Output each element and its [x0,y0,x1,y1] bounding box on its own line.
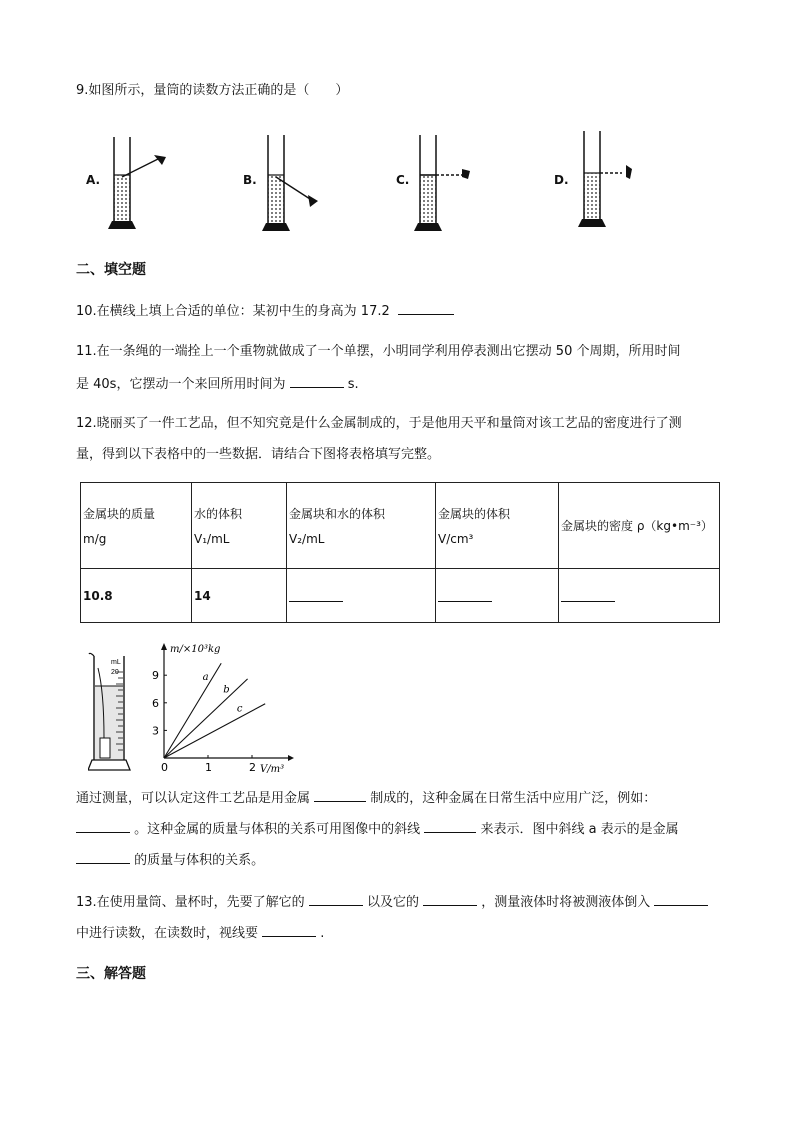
header-mass [81,483,192,569]
y-tick-label: 3 [152,724,159,738]
q12-line1: 12.晓丽买了一件工艺品，但不知究竟是什么金属制成的，于是他用天平和量筒对该工艺品的密度进行了测 [76,416,682,431]
q9-option-c-label: C. [396,173,410,187]
q12-after3: 的质量与体积的关系。 [134,853,265,868]
q11-line1: 11.在一条绳的一端拴上一个重物就做成了一个单摆，小明同学利用停表测出它摆动 50 个周期，所用时间 [76,344,681,359]
section-3-title: 三、解答题 [76,966,146,982]
blank-range[interactable] [309,891,363,906]
header-total-volume [287,483,436,569]
series-line-a [164,663,221,758]
y-tick-label: 9 [152,669,159,683]
q11-line2 [76,373,359,395]
cell-mass: 10.8 [81,569,192,623]
q9-option-c-figure [410,131,482,235]
q13-d: 中进行读数，在读数时，视线要 [76,926,259,941]
header-mass-title: 金属块的质量 [83,507,156,521]
header-water-unit: V₁/mL [194,532,230,546]
q13-line1 [76,891,708,913]
q12-after2-a: 。这种金属的质量与体积的关系可用图像中的斜线 [134,822,421,837]
cylinder-unit-label: mL [111,659,121,666]
header-metal-volume [436,483,559,569]
q12-cylinder-figure [88,652,138,776]
x-tick-label: 1 [205,761,212,774]
cylinder-scale-label: 20 [111,669,119,676]
header-total-unit: V₂/mL [289,532,325,546]
q12-after-line2 [76,818,679,840]
series-label-b: b [223,684,230,696]
header-metal-volume-title: 金属块的体积 [438,507,511,521]
header-mass-unit: m/g [83,532,107,546]
blank-division[interactable] [423,891,477,906]
q9-option-b-label: B. [243,173,257,187]
x-tick-label: 2 [249,761,256,774]
header-metal-volume-unit: V/cm³ [438,532,474,546]
q12-after2-b: 来表示．图中斜线 a 表示的是金属 [480,822,679,837]
q12-mass-volume-chart [148,640,298,780]
header-density [559,483,720,569]
header-total-title: 金属块和水的体积 [289,507,386,521]
q9-option-d-label: D. [554,173,569,187]
blank-eye-level[interactable] [262,922,316,937]
y-tick-label: 6 [152,696,159,710]
series-line-b [164,679,248,758]
q12-after-line1 [76,787,656,809]
blank-total-volume[interactable] [289,587,343,602]
q9-option-d-figure [574,127,646,231]
q12-data-table [80,482,720,623]
q9-option-b-figure [258,131,330,235]
cell-density [559,569,720,623]
q9-stem: 9.如图所示，量筒的读数方法正确的是（ ） [76,83,349,98]
q12-after1-b: 制成的，这种金属在日常生活中应用广泛，例如： [370,791,657,806]
header-water-title: 水的体积 [194,507,243,521]
q10-blank[interactable] [398,300,454,315]
blank-metal-volume[interactable] [438,587,492,602]
q10-text: 10.在横线上填上合适的单位：某初中生的身高为 17.2 [76,304,390,319]
cell-total-volume [287,569,436,623]
blank-example-use[interactable] [76,818,130,833]
blank-density[interactable] [561,587,615,602]
section-2-title: 二、填空题 [76,262,146,278]
cell-metal-volume [436,569,559,623]
q12-line2: 量，得到以下表格中的一些数据．请结合下图将表格填写完整。 [76,447,441,462]
q11-blank[interactable] [290,373,344,388]
q10 [76,300,454,322]
q12-after-line3 [76,849,264,871]
blank-line-letter[interactable] [424,818,476,833]
q13-e: . [320,926,325,941]
q13-a: 13.在使用量筒、量杯时，先要了解它的 [76,895,305,910]
x-tick-label: 0 [161,761,168,774]
q13-b: 以及它的 [366,895,419,910]
q9-option-a-label: A. [86,173,101,187]
blank-metal-a[interactable] [76,849,130,864]
cell-water-volume: 14 [192,569,287,623]
series-line-c [164,704,265,758]
q11-text: 是 40s，它摆动一个来回所用时间为 [76,377,286,392]
q11-unit: s. [347,377,359,392]
header-density-title: 金属块的密度 ρ（kg•m⁻³） [561,519,713,533]
q13-c: ，测量液体时将被测液体倒入 [481,895,651,910]
header-water-volume [192,483,287,569]
q12-after1-a: 通过测量，可以认定这件工艺品是用金属 [76,791,311,806]
q13-line2 [76,922,324,944]
chart-xlabel: V/m³ [260,764,285,775]
series-label-c: c [236,703,243,715]
blank-container[interactable] [654,891,708,906]
chart-ylabel: m/×10³kg [170,644,221,655]
q9-option-a-figure [104,133,176,233]
blank-metal-name[interactable] [314,787,366,802]
series-label-a: a [202,672,209,684]
